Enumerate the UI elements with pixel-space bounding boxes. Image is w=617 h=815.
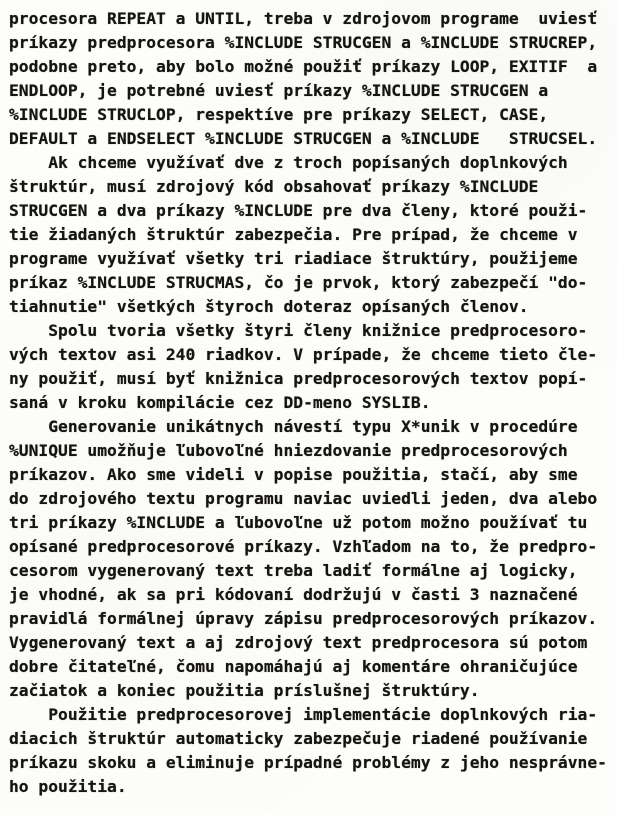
document-text	[9, 7, 615, 799]
text-line: podobne preto, aby bolo možné použiť príkazy LOOP, EXITIF a	[9, 57, 598, 76]
text-line: DEFAULT a ENDSELECT %INCLUDE STRUCGEN a %INCLUDE STRUCSEL.	[9, 129, 598, 148]
text-line: tri príkazy %INCLUDE a ľubovoľne už potom možno používať tu	[9, 513, 588, 532]
text-line: Spolu tvoria všetky štyri členy knižnice predprocesoro-	[9, 321, 588, 340]
text-line: dobre čitateľné, čomu napomáhajú aj komentáre ohraničujúce	[9, 657, 578, 676]
text-line: štruktúr, musí zdrojový kód obsahovať príkazy %INCLUDE	[9, 177, 539, 196]
text-line: ny použiť, musí byť knižnica predprocesorových textov popí-	[9, 369, 588, 388]
text-line: cesorom vygenerovaný text treba ladiť formálne aj logicky,	[9, 561, 578, 580]
text-line: príkazov. Ako sme videli v popise použitia, stačí, aby sme	[9, 465, 578, 484]
text-line: ENDLOOP, je potrebné uviesť príkazy %INCLUDE STRUCGEN a	[9, 81, 549, 100]
text-line: príkazy predprocesora %INCLUDE STRUCGEN a %INCLUDE STRUCREP,	[9, 33, 598, 52]
paragraph-3	[9, 319, 615, 415]
text-line: diacich štruktúr automaticky zabezpečuje riadené používanie	[9, 729, 588, 748]
text-line: pravidlá formálnej úpravy zápisu predprocesorových príkazov.	[9, 609, 598, 628]
text-line: %UNIQUE umožňuje ľubovoľné hniezdovanie predprocesorových	[9, 441, 568, 460]
paragraph-5	[9, 703, 615, 799]
text-line: tie žiadaných štruktúr zabezpečia. Pre prípad, že chceme v	[9, 225, 578, 244]
text-line: začiatok a koniec použitia príslušnej štruktúry.	[9, 681, 480, 700]
text-line: Použitie predprocesorovej implementácie doplnkových ria-	[9, 705, 598, 724]
text-line: tiahnutie" všetkých štyroch doteraz opísaných členov.	[9, 297, 529, 316]
text-line: opísané predprocesorové príkazy. Vzhľadom na to, že predpro-	[9, 537, 598, 556]
text-line: je vhodné, ak sa pri kódovaní dodržujú v časti 3 naznačené	[9, 585, 578, 604]
text-line: vých textov asi 240 riadkov. V prípade, že chceme tieto čle-	[9, 345, 598, 364]
text-line: do zdrojového textu programu naviac uviedli jeden, dva alebo	[9, 489, 598, 508]
text-line: %INCLUDE STRUCLOP, respektíve pre príkazy SELECT, CASE,	[9, 105, 549, 124]
text-line: procesora REPEAT a UNTIL, treba v zdrojovom programe uviesť	[9, 9, 598, 28]
text-line: saná v kroku kompilácie cez DD-meno SYSLIB.	[9, 393, 431, 412]
text-line: ho použitia.	[9, 777, 127, 796]
text-line: Ak chceme využívať dve z troch popísaných doplnkových	[9, 153, 568, 172]
text-line: programe využívať všetky tri riadiace štruktúry, použijeme	[9, 249, 578, 268]
text-line: príkaz %INCLUDE STRUCMAS, čo je prvok, ktorý zabezpečí "do-	[9, 273, 588, 292]
paragraph-4	[9, 415, 615, 703]
text-line: STRUCGEN a dva príkazy %INCLUDE pre dva členy, ktoré použi-	[9, 201, 588, 220]
text-line: Generovanie unikátnych návestí typu X*unik v procedúre	[9, 417, 578, 436]
paragraph-1	[9, 7, 615, 151]
text-line: príkazu skoku a eliminuje prípadné problémy z jeho nesprávne-	[9, 753, 607, 772]
paragraph-2	[9, 151, 615, 319]
text-line: Vygenerovaný text a aj zdrojový text predprocesora sú potom	[9, 633, 588, 652]
